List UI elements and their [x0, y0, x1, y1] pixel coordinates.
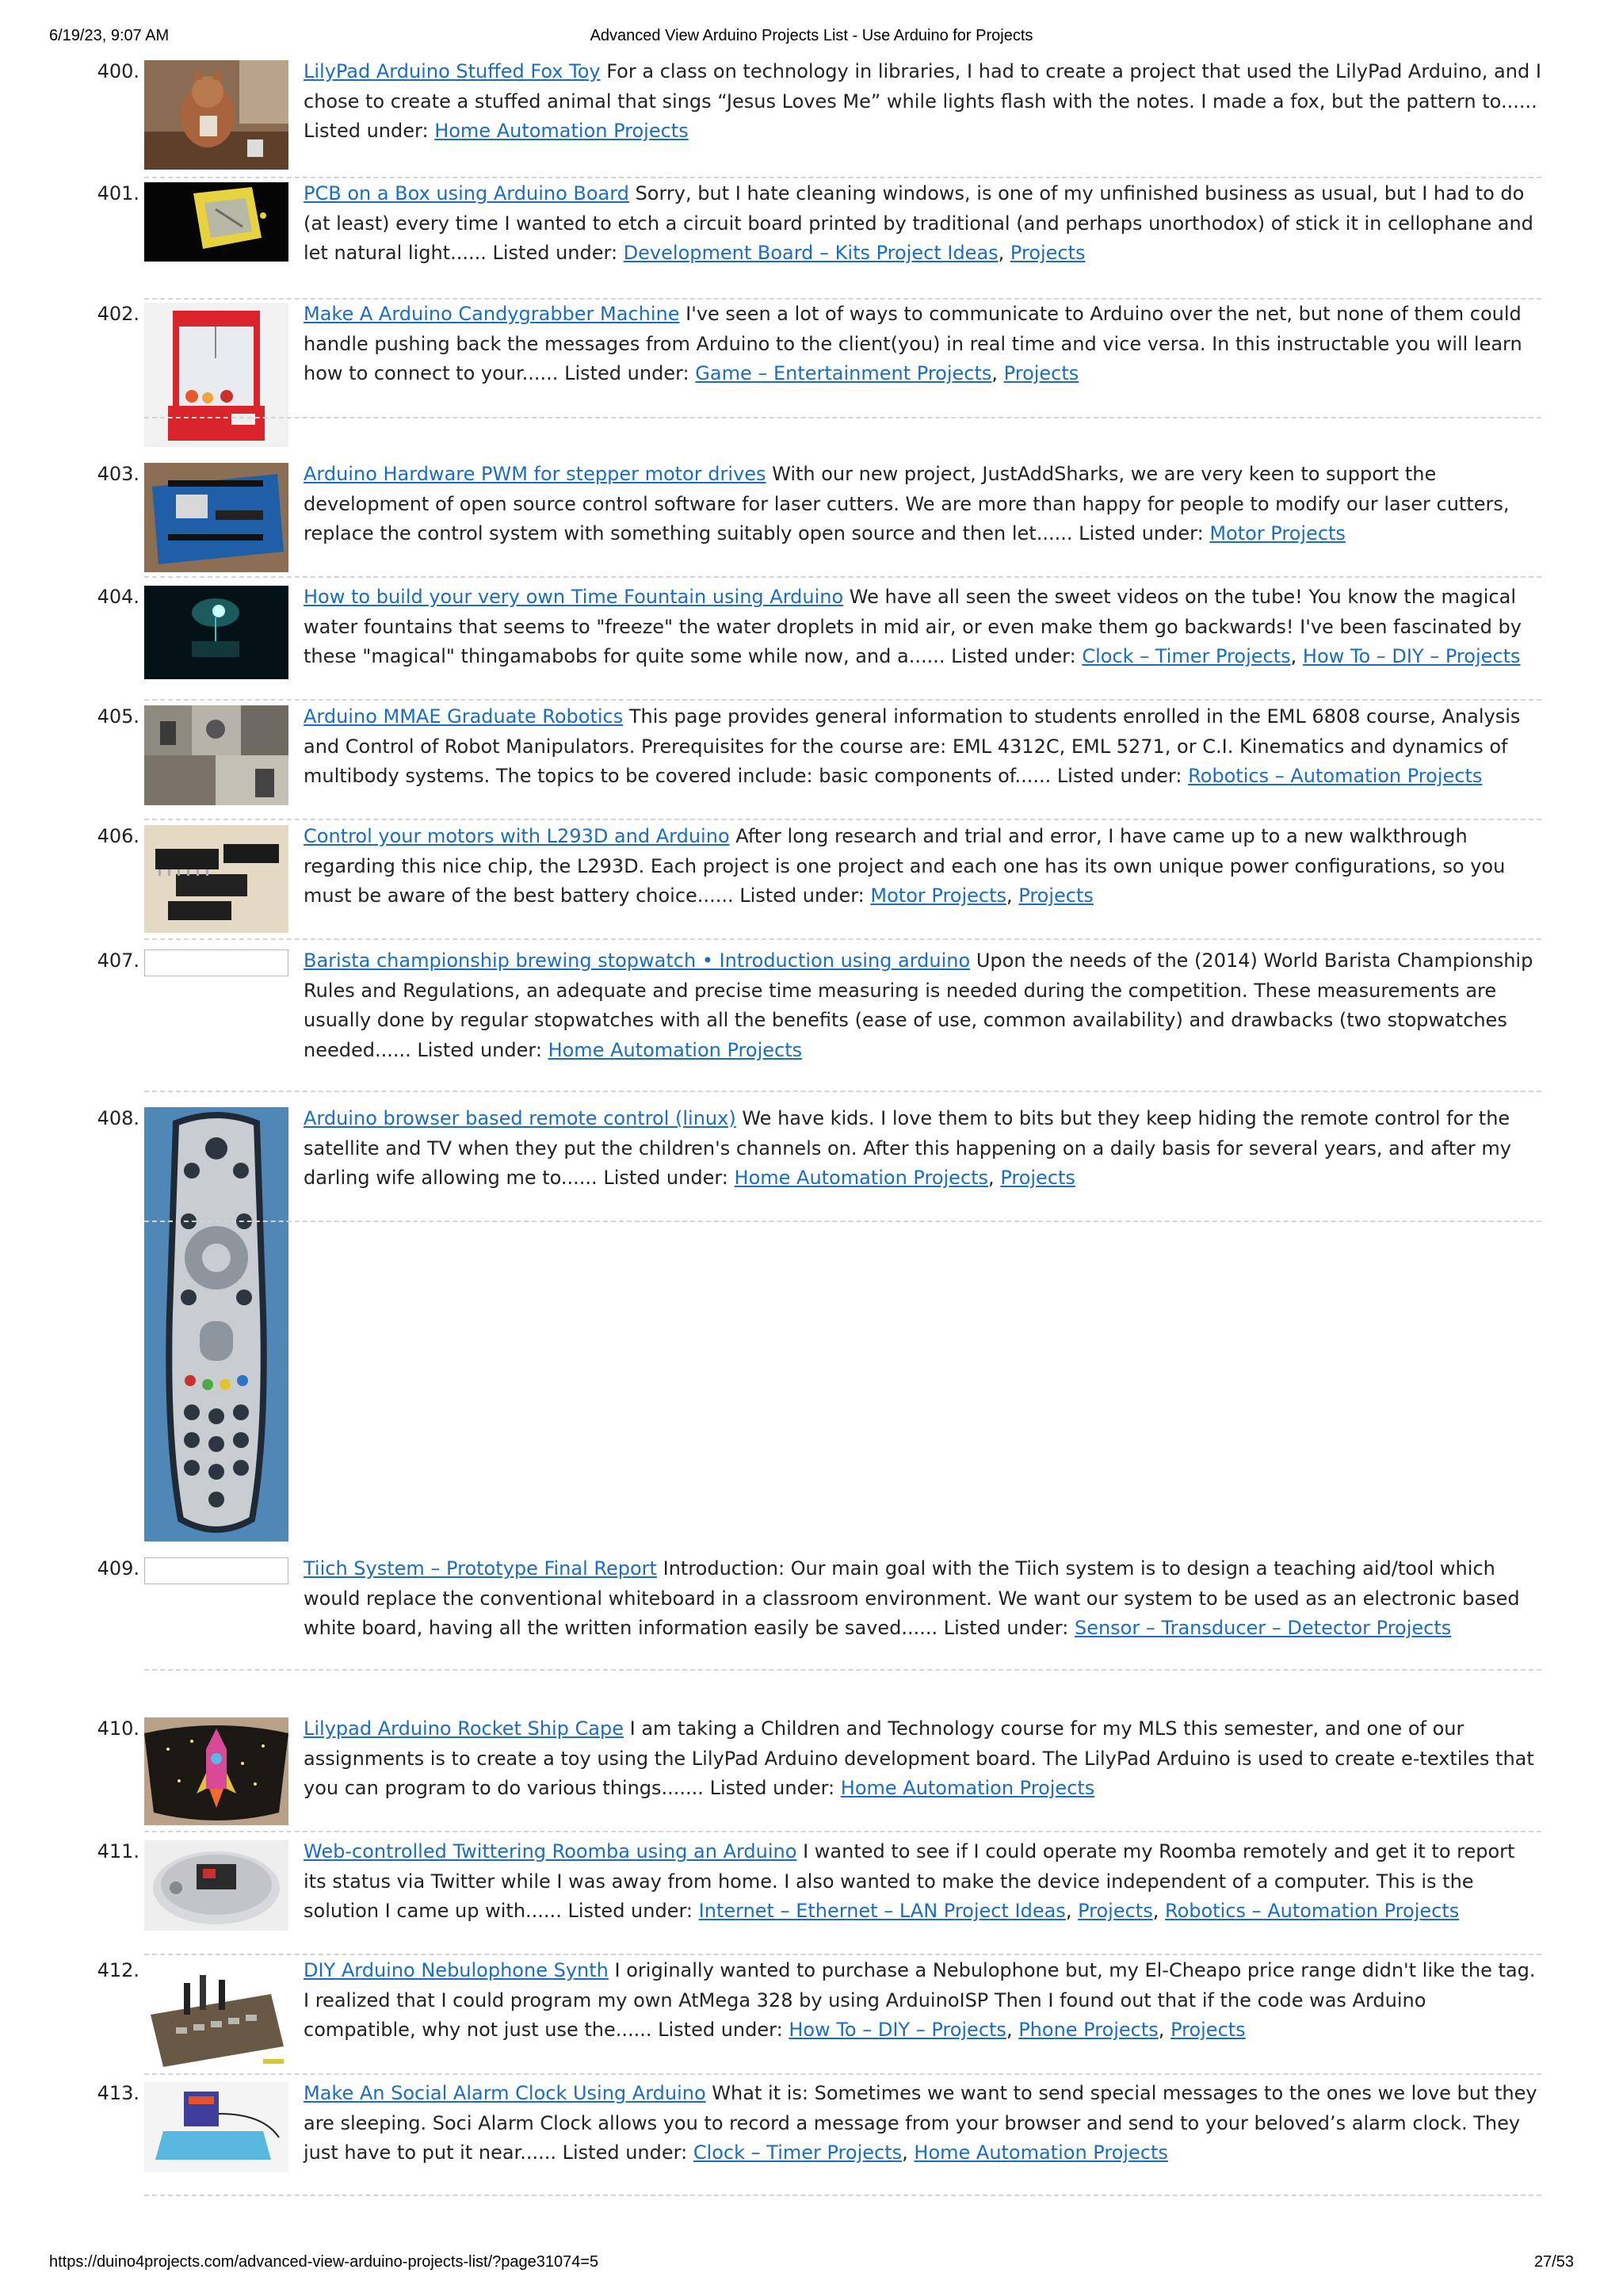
item-number: 401.: [97, 182, 139, 204]
item-thumbnail[interactable]: [144, 586, 288, 679]
category-link[interactable]: Projects: [1010, 242, 1086, 264]
item-number: 405.: [97, 705, 139, 728]
item-description: I wanted to see if I could operate my Roomba remotely and get it to report its status via Twitter while I was away from home. I also wanted to make the device independent of a computer. This is the solution I came up with......: [304, 1840, 1515, 1922]
item-title-link[interactable]: How to build your very own Time Fountain using Arduino: [304, 586, 844, 608]
print-date: 6/19/23, 9:07 AM: [49, 27, 170, 44]
item-title-link[interactable]: Barista championship brewing stopwatch • Introduction using arduino: [304, 949, 971, 972]
item-number: 407.: [97, 949, 139, 972]
item-number: 408.: [97, 1107, 139, 1129]
listed-label: Listed under:: [1079, 522, 1204, 544]
category-link[interactable]: Clock – Timer Projects: [693, 2141, 903, 2164]
listed-label: Listed under:: [567, 1900, 693, 1922]
category-link[interactable]: Robotics – Automation Projects: [1164, 1900, 1460, 1922]
item-thumbnail[interactable]: [144, 60, 288, 170]
item-text: Control your motors with L293D and Arduino After long research and trial and error, I have came up to a new walkthrough regarding this nice chip, the L293D. Each project is one project and each one has its own unique power configurations, so you must be aware of the best battery choice...... Listed under: Motor Projects, Projects: [304, 825, 1506, 907]
item-description: We have kids. I love them to bits but they keep hiding the remote control for the satellite and TV when they put the children's channels on. After this happening on a daily basis for several years, and after my darling wife allowing me to......: [304, 1107, 1511, 1189]
broken-image: [144, 949, 288, 976]
divider: [144, 819, 1541, 820]
item-number: 400.: [97, 60, 139, 82]
print-header: [49, 27, 1574, 51]
item-thumbnail[interactable]: [144, 705, 288, 805]
category-link[interactable]: How To – DIY – Projects: [1302, 645, 1521, 667]
item-description: This page provides general information to students enrolled in the EML 6808 course, Analysis and Control of Robot Manipulators. Prerequisites for the course are: EML 4312C, EML 5271, or C.I. Kinematics and dynamics of multibody systems. The topics to be covered include: basic components of......: [304, 705, 1521, 787]
category-link[interactable]: Projects: [1078, 1900, 1153, 1922]
item-number: 412.: [97, 1959, 139, 1981]
broken-image: [144, 1557, 288, 1584]
item-thumbnail[interactable]: [144, 2082, 288, 2172]
divider: [144, 1091, 1541, 1092]
divider: [144, 576, 1541, 578]
category-link[interactable]: Clock – Timer Projects: [1082, 645, 1291, 667]
item-number: 402.: [97, 303, 139, 325]
category-link[interactable]: Robotics – Automation Projects: [1188, 765, 1483, 787]
item-text: DIY Arduino Nebulophone Synth I originally wanted to purchase a Nebulophone but, my El-Cheapo price range didn't like the tag. I realized that I could program my own AtMega 328 by using ArduinoISP Then I found out that if the code was Arduino compatible, why not just use the...... Listed under: How To – DIY – Projects, Phone Projects, Projects: [304, 1959, 1536, 2041]
category-link[interactable]: Home Automation Projects: [548, 1038, 803, 1061]
item-title-link[interactable]: Tiich System – Prototype Final Report: [304, 1557, 657, 1580]
category-link[interactable]: Projects: [1170, 2019, 1246, 2041]
item-description: Upon the needs of the (2014) World Barista Championship Rules and Regulations, an adequate and precise time measuring is needed during the competition. These measurements are usually done by regular stopwatches with all the benefits (ease of use, common availability) and drawbacks (two stopwatches needed......: [304, 949, 1533, 1061]
item-title-link[interactable]: Arduino browser based remote control (linux): [304, 1107, 736, 1129]
item-description: I originally wanted to purchase a Nebulophone but, my El-Cheapo price range didn't like the tag. I realized that I could program my own AtMega 328 by using ArduinoISP Then I found out that if the code was Arduino compatible, why not just use the......: [304, 1959, 1536, 2041]
item-thumbnail[interactable]: [144, 463, 288, 572]
listed-label: Listed under:: [951, 645, 1076, 667]
divider: [144, 2195, 1541, 2196]
divider: [144, 1669, 1541, 1671]
item-title-link[interactable]: Make A Arduino Candygrabber Machine: [304, 303, 680, 325]
item-thumbnail[interactable]: [144, 1840, 288, 1931]
divider: [144, 177, 1541, 178]
item-title-link[interactable]: Arduino MMAE Graduate Robotics: [304, 705, 624, 728]
item-text: PCB on a Box using Arduino Board Sorry, but I hate cleaning windows, is one of my unfinished business as usual, but I had to do (at least) every time I wanted to etch a circuit board printed by traditional (and perhaps unorthodox) of stick it in cellophane and let natural light...... Listed under: Development Board – Kits Project Ideas, Projects: [304, 182, 1533, 264]
item-thumbnail[interactable]: [144, 182, 288, 262]
listed-label: Listed under:: [564, 362, 689, 384]
print-footer: [49, 2253, 1574, 2277]
category-link[interactable]: Motor Projects: [1209, 522, 1346, 544]
item-text: [304, 57, 1541, 147]
listed-label: Listed under:: [417, 1038, 542, 1061]
item-thumbnail[interactable]: [144, 303, 288, 447]
item-title-link[interactable]: Control your motors with L293D and Arduino: [304, 825, 730, 847]
item-number: 413.: [97, 2082, 139, 2104]
item-text: Make An Social Alarm Clock Using Arduino What it is: Sometimes we want to send special messages to the ones we love but they are sleeping. Soci Alarm Clock allows you to record a message from your browser and send to your beloved’s alarm clock. They just have to put it near...... Listed under: Clock – Timer Projects, Home Automation Projects: [304, 2082, 1537, 2164]
item-title-link[interactable]: Make An Social Alarm Clock Using Arduino: [304, 2082, 706, 2104]
category-link[interactable]: Sensor – Transducer – Detector Projects: [1074, 1617, 1452, 1639]
item-thumbnail[interactable]: [144, 1959, 288, 2069]
category-link[interactable]: Home Automation Projects: [734, 1167, 989, 1189]
item-description: After long research and trial and error, I have came up to a new walkthrough regarding this nice chip, the L293D. Each project is one project and each one has its own unique power configurations, so you must be aware of the best battery choice......: [304, 825, 1506, 907]
item-description: I am taking a Children and Technology course for my MLS this semester, and one of our assignments is to create a toy using the LilyPad Arduino development board. The LilyPad Arduino is used to create e-textiles that you can program to do various things.......: [304, 1717, 1534, 1799]
category-link[interactable]: How To – DIY – Projects: [789, 2019, 1006, 2041]
category-link[interactable]: Game – Entertainment Projects: [695, 362, 992, 384]
item-description: With our new project, JustAddSharks, we are very keen to support the development of open source control software for laser cutters. We are more than happy for people to modify our laser cutters, replace the control system with something suitably open source and then let......: [304, 463, 1510, 544]
divider: [144, 699, 1541, 701]
item-description: I've seen a lot of ways to communicate to Arduino over the net, but none of them could handle pushing back the messages from Arduino to the client(you) in real time and vice versa. In this instructable you will learn how to connect to your......: [304, 303, 1522, 384]
item-description: Sorry, but I hate cleaning windows, is one of my unfinished business as usual, but I had to do (at least) every time I wanted to etch a circuit board printed by traditional (and perhaps unorthodox) of stick it in cellophane and let natural light......: [304, 182, 1533, 264]
item-text: [304, 946, 1541, 1065]
divider: [144, 938, 1541, 940]
item-number: 410.: [97, 1717, 139, 1740]
item-title-link[interactable]: Arduino Hardware PWM for stepper motor drives: [304, 463, 766, 485]
category-link[interactable]: Projects: [1003, 362, 1079, 384]
item-thumbnail[interactable]: [144, 825, 288, 933]
page-number: 27/53: [1533, 2253, 1574, 2271]
item-title-link[interactable]: DIY Arduino Nebulophone Synth: [304, 1959, 609, 1981]
item-title-link[interactable]: PCB on a Box using Arduino Board: [304, 182, 629, 204]
item-title-link[interactable]: Lilypad Arduino Rocket Ship Cape: [304, 1717, 624, 1740]
item-description: For a class on technology in libraries, I had to create a project that used the LilyPad Arduino, and I chose to create a stuffed animal that sings “Jesus Loves Me” while lights flash with the notes. I made a fox, but the pattern to......: [304, 60, 1541, 113]
item-number: 409.: [97, 1557, 139, 1580]
listed-label: Listed under:: [562, 2141, 688, 2164]
category-link[interactable]: Home Automation Projects: [434, 120, 689, 142]
listed-label: Listed under:: [739, 884, 865, 907]
category-link[interactable]: Projects: [1018, 884, 1094, 907]
divider: [144, 1831, 1541, 1832]
item-number: 404.: [97, 586, 139, 608]
print-url: https://duino4projects.com/advanced-view-arduino-projects-list/?page31074=5: [49, 2253, 599, 2271]
item-description: We have all seen the sweet videos on the tube! You know the magical water fountains that seems to "freeze" the water droplets in mid air, or even make them go backwards! I've been fascinated by these "magical" thingamabobs for quite some while now, and a......: [304, 586, 1522, 667]
divider: [144, 2073, 1541, 2075]
listed-label: Listed under:: [1056, 765, 1182, 787]
category-link[interactable]: Development Board – Kits Project Ideas: [623, 242, 999, 264]
item-text: [304, 702, 1541, 792]
item-thumbnail[interactable]: [144, 1717, 288, 1825]
item-number: 406.: [97, 825, 139, 847]
listed-label: Listed under:: [603, 1167, 728, 1189]
item-text: Web-controlled Twittering Roomba using an Arduino I wanted to see if I could operate my Roomba remotely and get it to report its status via Twitter while I was away from home. I also wanted to make the device independent of a computer. This is the solution I came up with...... Listed under: Internet – Ethernet – LAN Project Ideas, Projects, Robotics – Automation Projects: [304, 1840, 1515, 1922]
item-text: Make A Arduino Candygrabber Machine I've seen a lot of ways to communicate to Arduino over the net, but none of them could handle pushing back the messages from Arduino to the client(you) in real time and vice versa. In this instructable you will learn how to connect to your...... Listed under: Game – Entertainment Projects, Projects: [304, 303, 1522, 384]
item-text: [304, 1714, 1541, 1804]
item-description: Introduction: Our main goal with the Tiich system is to design a teaching aid/tool which would replace the conventional whiteboard in a classroom environment. We want our system to be used as an electronic based white board, having all the written information easily be saved......: [304, 1557, 1520, 1639]
item-description: What it is: Sometimes we want to send special messages to the ones we love but they are sleeping. Soci Alarm Clock allows you to record a message from your browser and send to your beloved’s alarm clock. They just have to put it near......: [304, 2082, 1537, 2164]
category-link[interactable]: Motor Projects: [870, 884, 1007, 907]
item-text: Arduino browser based remote control (linux) We have kids. I love them to bits but they keep hiding the remote control for the satellite and TV when they put the children's channels on. After this happening on a daily basis for several years, and after my darling wife allowing me to...... Listed under: Home Automation Projects, Projects: [304, 1107, 1511, 1189]
category-link[interactable]: Home Automation Projects: [914, 2141, 1168, 2164]
item-number: 411.: [97, 1840, 139, 1862]
divider: [144, 417, 1541, 418]
listed-label: Listed under:: [658, 2019, 783, 2041]
category-link[interactable]: Projects: [1000, 1167, 1075, 1189]
item-number: 403.: [97, 463, 139, 485]
item-title-link[interactable]: LilyPad Arduino Stuffed Fox Toy: [304, 60, 601, 82]
item-title-link[interactable]: Web-controlled Twittering Roomba using an Arduino: [304, 1840, 797, 1862]
listed-label: Listed under:: [492, 242, 618, 264]
item-text: [304, 1554, 1541, 1644]
listed-label: Listed under:: [943, 1617, 1069, 1639]
item-thumbnail[interactable]: [144, 1107, 288, 1541]
listed-label: Listed under:: [304, 120, 429, 142]
category-link[interactable]: Phone Projects: [1018, 2019, 1159, 2041]
category-link[interactable]: Home Automation Projects: [840, 1777, 1095, 1799]
listed-label: Listed under:: [709, 1777, 835, 1799]
divider: [144, 1954, 1541, 1955]
print-title: Advanced View Arduino Projects List - Use Arduino for Projects: [590, 27, 1033, 44]
item-text: How to build your very own Time Fountain using Arduino We have all seen the sweet videos on the tube! You know the magical water fountains that seems to "freeze" the water droplets in mid air, or even make them go backwards! I've been fascinated by these "magical" thingamabobs for quite some while now, and a...... Listed under: Clock – Timer Projects, How To – DIY – Projects: [304, 586, 1522, 667]
divider: [144, 1221, 1541, 1222]
category-link[interactable]: Internet – Ethernet – LAN Project Ideas: [698, 1900, 1066, 1922]
item-text: [304, 460, 1541, 549]
